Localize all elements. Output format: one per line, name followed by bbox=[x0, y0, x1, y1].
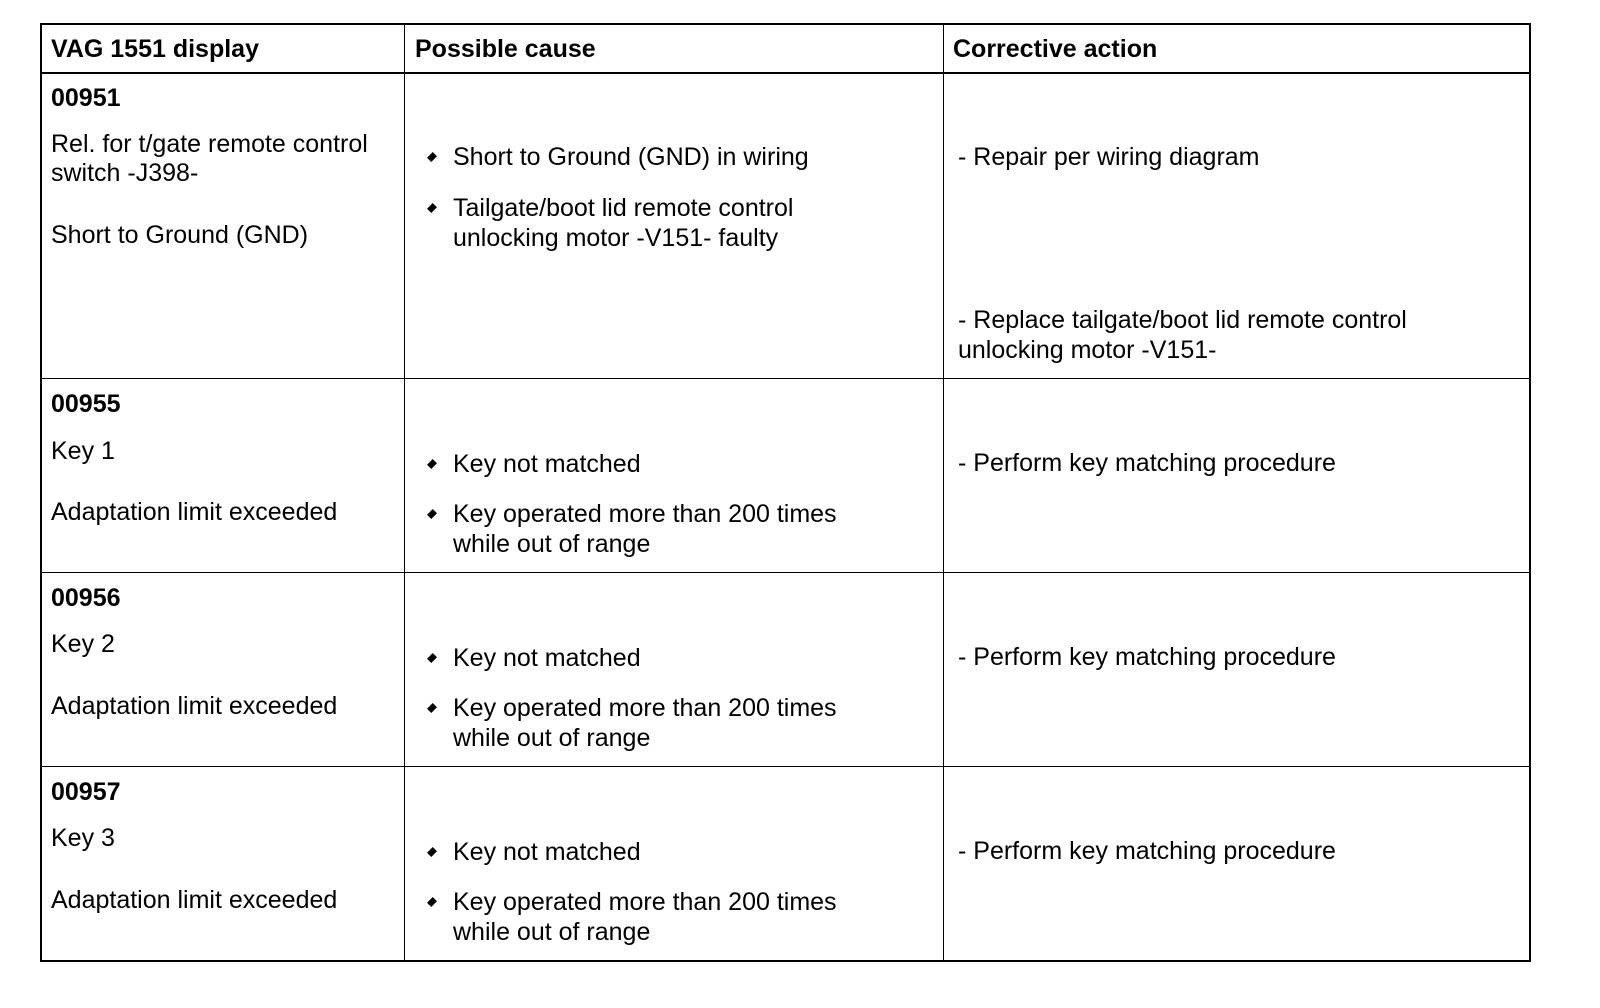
row-divider bbox=[42, 766, 1529, 767]
action-text: - Perform key matching procedure bbox=[958, 643, 1336, 671]
diamond-bullet-icon bbox=[427, 653, 437, 663]
cause-text: Tailgate/boot lid remote control bbox=[453, 194, 794, 222]
cause-text: Key operated more than 200 times bbox=[453, 500, 837, 528]
column-divider bbox=[404, 25, 405, 960]
fault-condition: Short to Ground (GND) bbox=[51, 221, 309, 249]
cause-text: while out of range bbox=[453, 724, 651, 752]
cause-text: while out of range bbox=[453, 918, 651, 946]
fault-condition: Adaptation limit exceeded bbox=[51, 692, 338, 720]
cause-text: Key not matched bbox=[453, 838, 641, 866]
cause-text: Key operated more than 200 times bbox=[453, 694, 837, 722]
cause-text: Key not matched bbox=[453, 644, 641, 672]
diamond-bullet-icon bbox=[427, 459, 437, 469]
action-text: - Repair per wiring diagram bbox=[958, 143, 1260, 171]
diamond-bullet-icon bbox=[427, 509, 437, 519]
fault-condition: Adaptation limit exceeded bbox=[51, 498, 338, 526]
column-divider bbox=[943, 25, 944, 960]
action-text: - Perform key matching procedure bbox=[958, 837, 1336, 865]
header-vag-display: VAG 1551 display bbox=[51, 35, 259, 63]
display-text: Key 3 bbox=[51, 824, 115, 852]
header-divider bbox=[42, 72, 1529, 74]
fault-condition: Adaptation limit exceeded bbox=[51, 886, 338, 914]
display-text: switch -J398- bbox=[51, 159, 199, 187]
action-text: - Perform key matching procedure bbox=[958, 449, 1336, 477]
fault-code: 00951 bbox=[51, 84, 121, 112]
diamond-bullet-icon bbox=[427, 203, 437, 213]
fault-code: 00956 bbox=[51, 584, 121, 612]
diamond-bullet-icon bbox=[427, 152, 437, 162]
display-text: Rel. for t/gate remote control bbox=[51, 130, 368, 158]
cause-text: while out of range bbox=[453, 530, 651, 558]
fault-code-table bbox=[40, 23, 1531, 962]
row-divider bbox=[42, 378, 1529, 379]
action-text: - Replace tailgate/boot lid remote control bbox=[958, 306, 1407, 334]
cause-text: Key operated more than 200 times bbox=[453, 888, 837, 916]
display-text: Key 2 bbox=[51, 630, 115, 658]
diamond-bullet-icon bbox=[427, 703, 437, 713]
display-text: Key 1 bbox=[51, 437, 115, 465]
row-divider bbox=[42, 572, 1529, 573]
cause-text: Key not matched bbox=[453, 450, 641, 478]
fault-code: 00955 bbox=[51, 390, 121, 418]
header-possible-cause: Possible cause bbox=[415, 35, 596, 63]
action-text: unlocking motor -V151- bbox=[958, 336, 1217, 364]
fault-code: 00957 bbox=[51, 778, 121, 806]
header-corrective-action: Corrective action bbox=[953, 35, 1158, 63]
diamond-bullet-icon bbox=[427, 897, 437, 907]
cause-text: unlocking motor -V151- faulty bbox=[453, 224, 779, 252]
cause-text: Short to Ground (GND) in wiring bbox=[453, 143, 809, 171]
diamond-bullet-icon bbox=[427, 847, 437, 857]
